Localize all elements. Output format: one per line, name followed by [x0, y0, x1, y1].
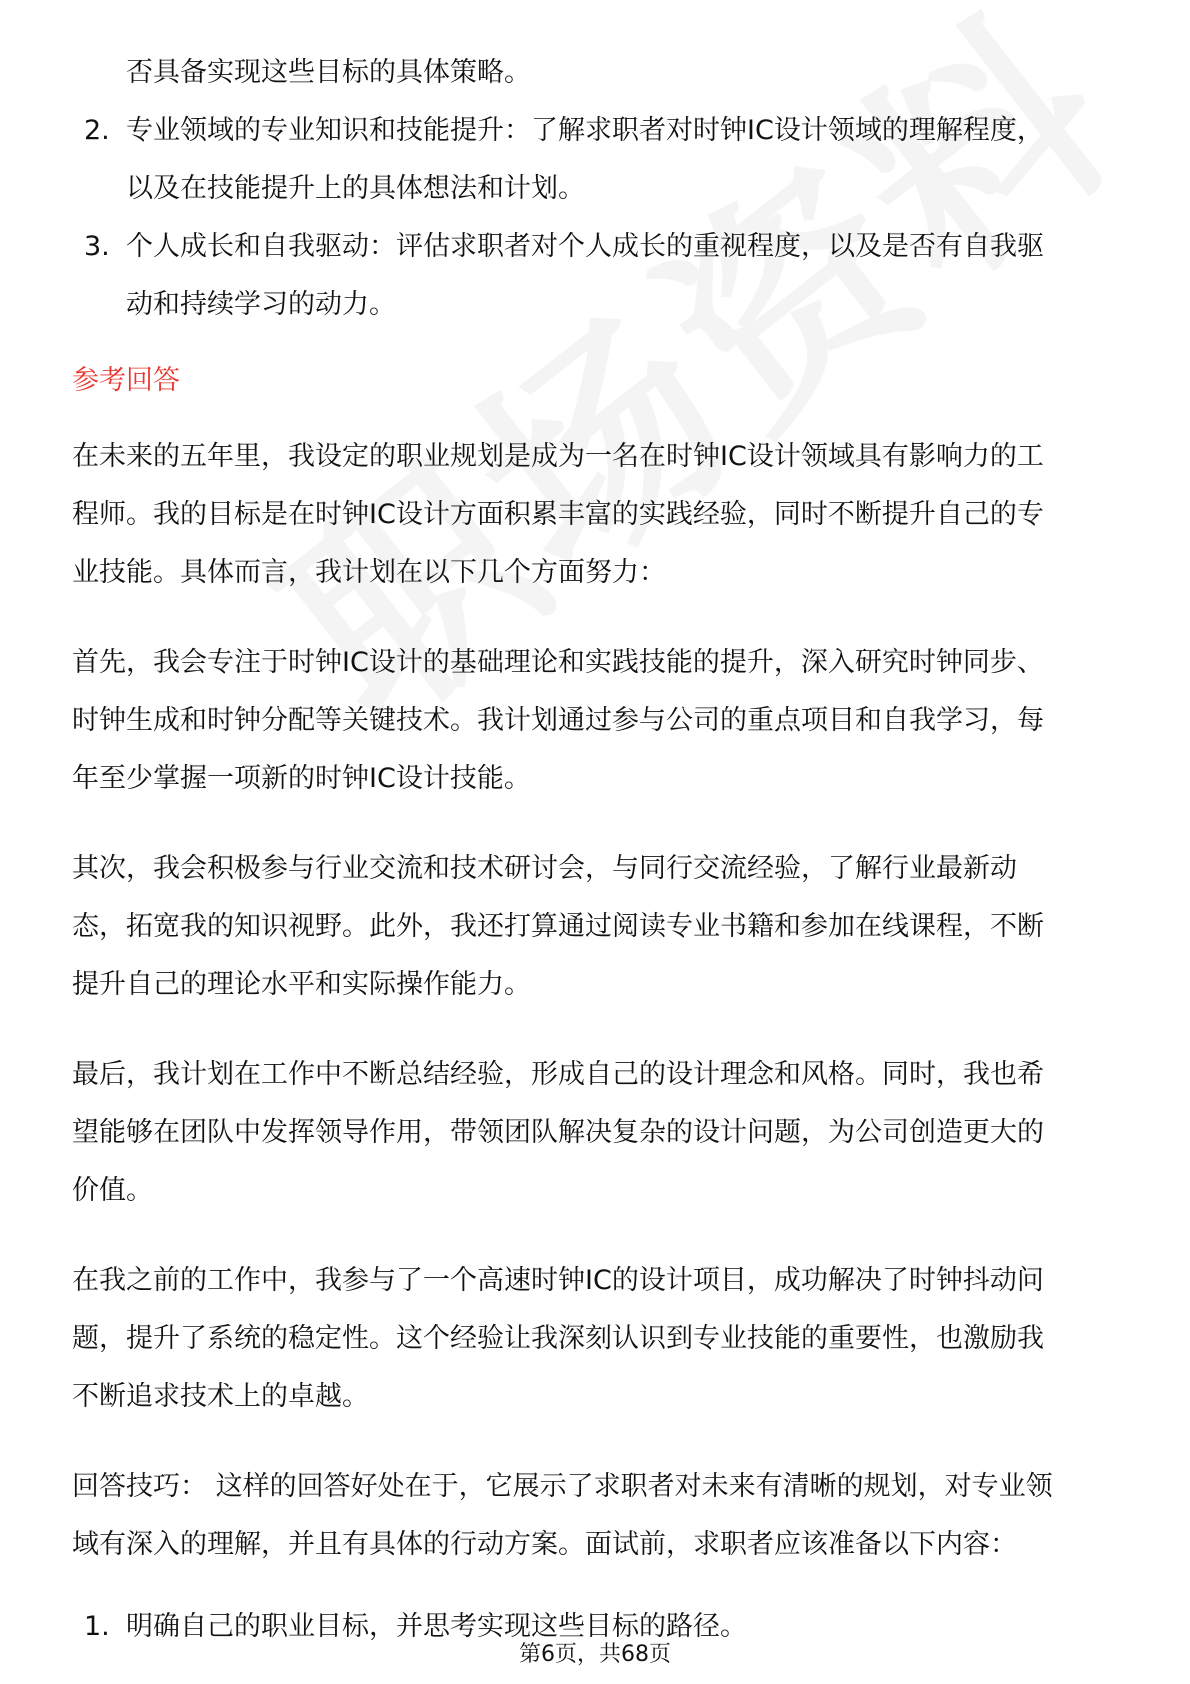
- goal-number: 3.: [84, 231, 110, 262]
- paragraph-line: 首先，我会专注于时钟IC设计的基础理论和实践技能的提升，深入研究时钟同步、: [72, 647, 1044, 678]
- paragraph-line: 在未来的五年里，我设定的职业规划是成为一名在时钟IC设计领域具有影响力的工: [72, 441, 1044, 472]
- goal-number: 2.: [84, 115, 110, 146]
- goal-item: [72, 218, 1118, 334]
- paragraph-line: 最后，我计划在工作中不断总结经验，形成自己的设计理念和风格。同时，我也希: [72, 1059, 1044, 1090]
- answer-paragraph: [72, 1252, 1118, 1426]
- paragraph-line: 其次，我会积极参与行业交流和技术研讨会，与同行交流经验，了解行业最新动: [72, 853, 1017, 884]
- paragraph-line: 程师。我的目标是在时钟IC设计方面积累丰富的实践经验，同时不断提升自己的专: [72, 499, 1044, 530]
- paragraph-line: 在我之前的工作中，我参与了一个高速时钟IC的设计项目，成功解决了时钟抖动问: [72, 1265, 1044, 1296]
- page-content: [72, 44, 1118, 1656]
- goal-line: 个人成长和自我驱动：评估求职者对个人成长的重视程度，以及是否有自我驱: [126, 231, 1044, 262]
- paragraph-line: 提升自己的理论水平和实际操作能力。: [72, 969, 531, 1000]
- checklist-text: 明确自己的职业目标，并思考实现这些目标的路径。: [126, 1611, 747, 1642]
- goal-line: 专业领域的专业知识和技能提升：了解求职者对时钟IC设计领域的理解程度，: [126, 115, 1044, 146]
- paragraph-line: 时钟生成和时钟分配等关键技术。我计划通过参与公司的重点项目和自我学习，每: [72, 705, 1044, 736]
- paragraph-line: 不断追求技术上的卓越。: [72, 1381, 369, 1412]
- checklist-number: 1.: [84, 1611, 110, 1642]
- paragraph-line: 价值。: [72, 1175, 153, 1206]
- goal-list: [72, 102, 1118, 334]
- section-heading: 参考回答: [72, 365, 180, 396]
- answer-paragraph: [72, 1046, 1118, 1220]
- paragraph-line: 题，提升了系统的稳定性。这个经验让我深刻认识到专业技能的重要性，也激励我: [72, 1323, 1044, 1354]
- answer-paragraph: [72, 634, 1118, 808]
- goal-line: 以及在技能提升上的具体想法和计划。: [126, 173, 585, 204]
- paragraph-line: 态，拓宽我的知识视野。此外，我还打算通过阅读专业书籍和参加在线课程，不断: [72, 911, 1044, 942]
- continuation-line: 否具备实现这些目标的具体策略。: [126, 57, 531, 88]
- tips-line: 回答技巧： 这样的回答好处在于，它展示了求职者对未来有清晰的规划，对专业领: [72, 1471, 1053, 1502]
- tips-line: 域有深入的理解，并且有具体的行动方案。面试前，求职者应该准备以下内容：: [72, 1529, 1017, 1560]
- paragraph-line: 业技能。具体而言，我计划在以下几个方面努力：: [72, 557, 666, 588]
- answer-tips: [72, 1458, 1118, 1574]
- answer-paragraph: [72, 840, 1118, 1014]
- goal-item: [72, 102, 1118, 218]
- page-footer: 第6页，共68页: [519, 1642, 671, 1667]
- paragraph-line: 年至少掌握一项新的时钟IC设计技能。: [72, 763, 531, 794]
- answer-paragraph: [72, 428, 1118, 602]
- goal-line: 动和持续学习的动力。: [126, 289, 396, 320]
- paragraph-line: 望能够在团队中发挥领导作用，带领团队解决复杂的设计问题，为公司创造更大的: [72, 1117, 1044, 1148]
